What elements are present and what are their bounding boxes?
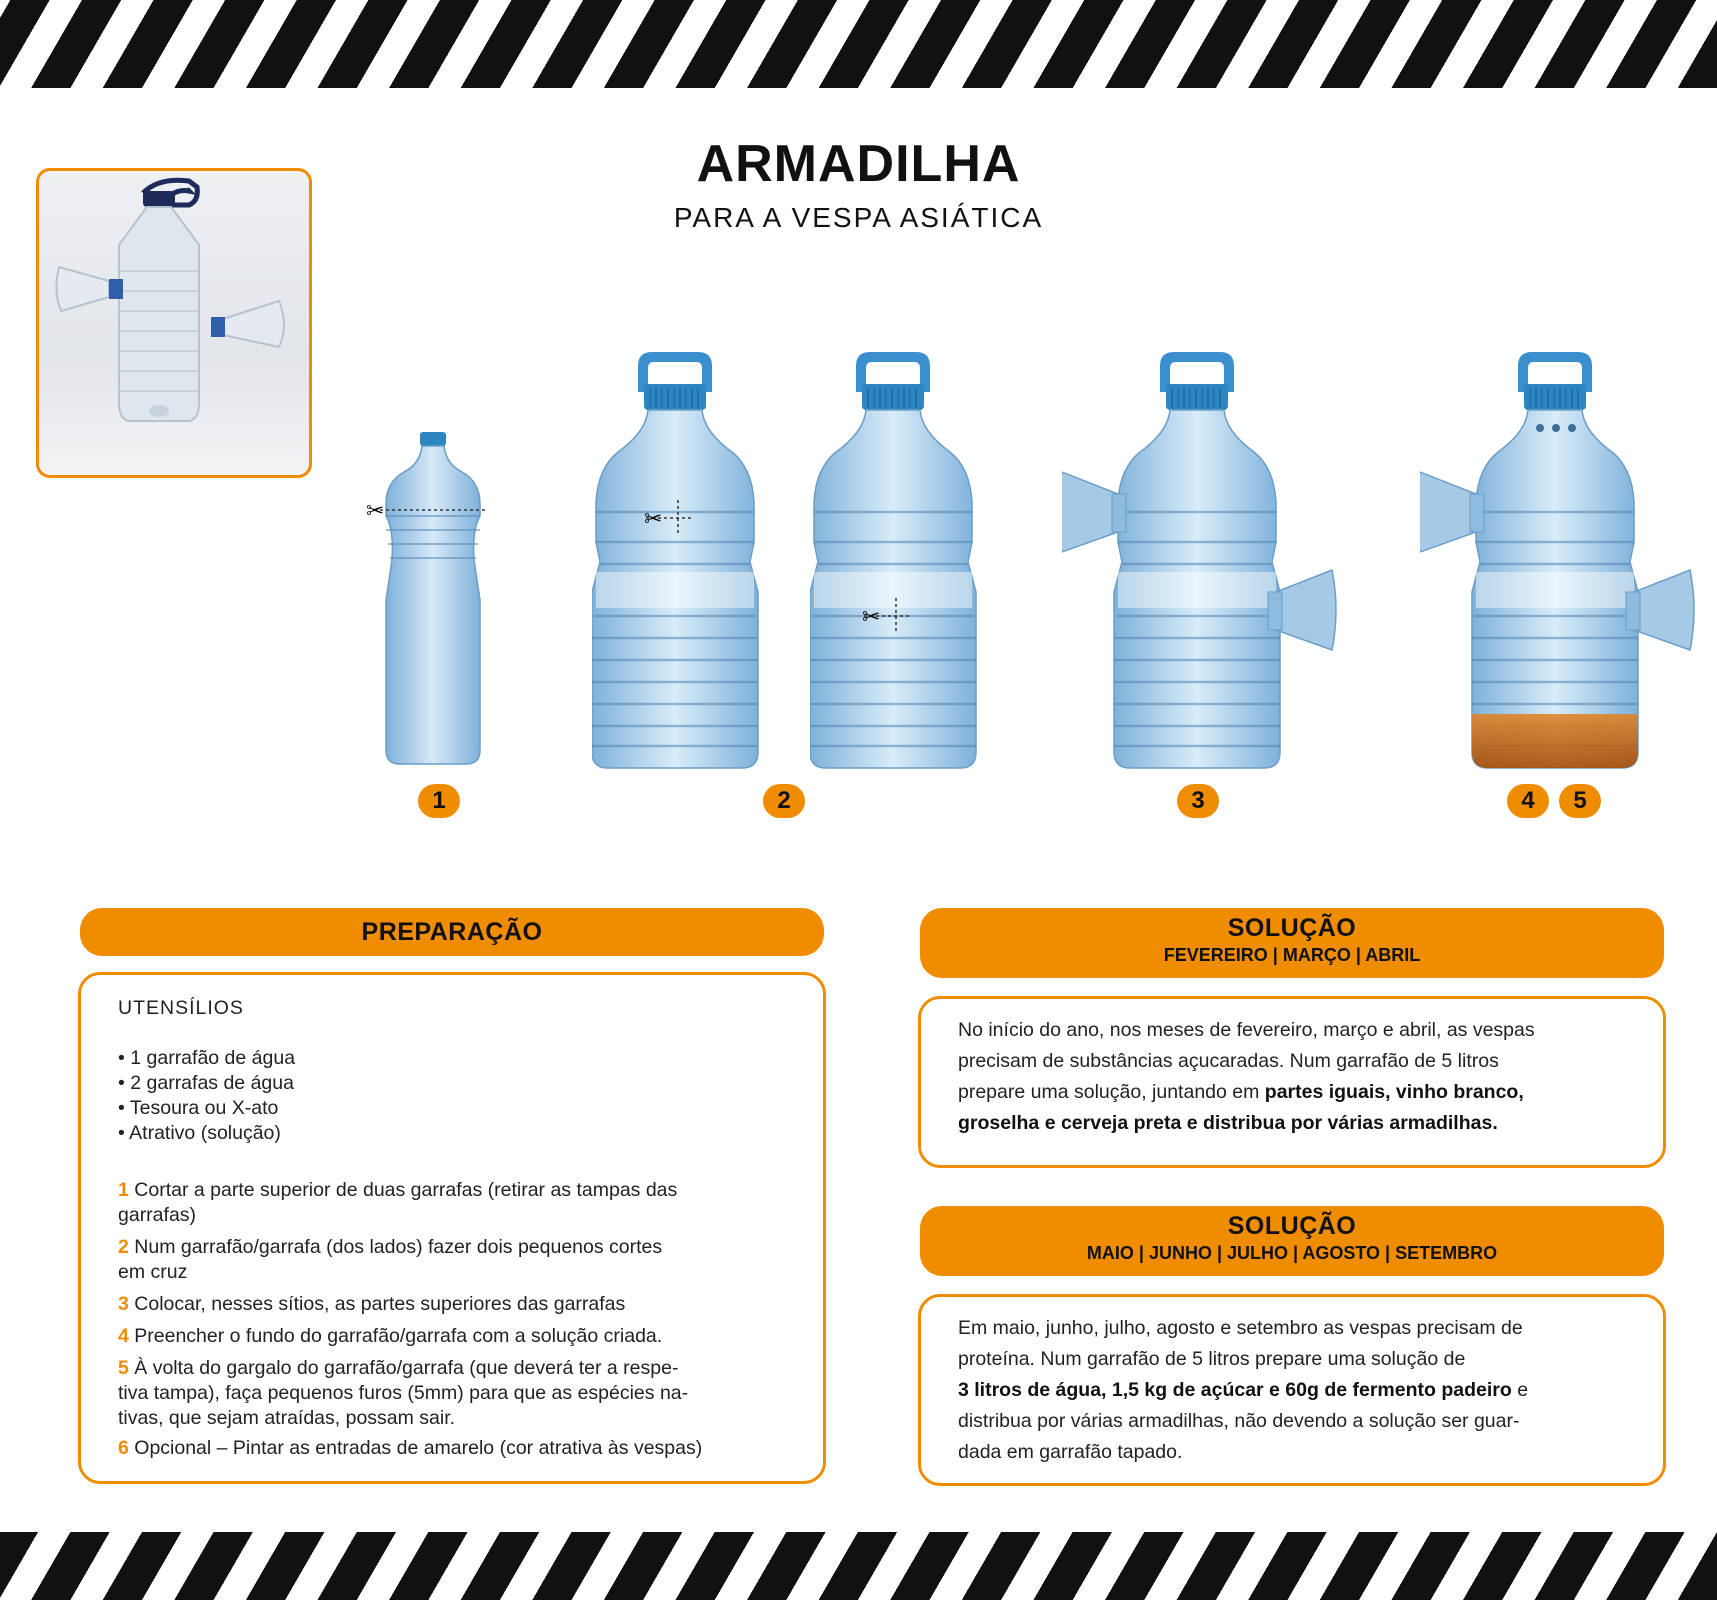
instruction-text: Preencher o fundo do garrafão/garrafa com a solução criada.	[128, 1325, 663, 1347]
utensilio-item: • Atrativo (solução)	[118, 1122, 281, 1144]
step-badge-2: 2	[763, 784, 805, 818]
instruction-text: Num garrafão/garrafa (dos lados) fazer dois pequenos cortes	[128, 1236, 663, 1258]
step-badge-4: 4	[1507, 784, 1549, 818]
solucao2-bold: 3 litros de água, 1,5 kg de açúcar e 60g de fermento padeiro	[958, 1379, 1512, 1401]
instruction-number: 6	[118, 1437, 129, 1459]
solucao2-line: distribua por várias armadilhas, não devendo a solução ser guar-	[958, 1410, 1520, 1432]
solucao2-line: e	[1511, 1379, 1529, 1401]
instruction-text: Cortar a parte superior de duas garrafas (retirar as tampas das	[128, 1179, 678, 1201]
scissors-icon: ✂	[644, 507, 663, 532]
instruction-text: tivas, que sejam atraídas, possam sair.	[118, 1407, 456, 1429]
solucao1-months: FEVEREIRO | MARÇO | ABRIL	[1163, 945, 1421, 965]
solucao2-line: proteína. Num garrafão de 5 litros prepare uma solução de	[958, 1348, 1466, 1370]
solucao1-line: prepare uma solução, juntando em	[958, 1081, 1265, 1103]
preparacao-header	[80, 908, 824, 956]
solucao1-text	[958, 1015, 1535, 1139]
solucao2-text	[958, 1313, 1528, 1468]
instruction-text: em cruz	[118, 1261, 188, 1283]
solucao1-line: No início do ano, nos meses de fevereiro, março e abril, as vespas	[958, 1019, 1535, 1041]
utensilio-item: • 1 garrafão de água	[118, 1047, 296, 1069]
solucao2-line: dada em garrafão tapado.	[958, 1441, 1183, 1463]
utensilio-item: • Tesoura ou X-ato	[118, 1097, 279, 1119]
solucao1-header	[920, 908, 1664, 978]
solution-fill	[1472, 714, 1638, 768]
instruction-text: À volta do gargalo do garrafão/garrafa (que deverá ter a respe-	[128, 1357, 679, 1379]
instruction-text: garrafas)	[118, 1204, 197, 1226]
instruction-5	[118, 1356, 688, 1431]
step2-bottle-b-illustration	[810, 352, 980, 772]
step1-bottle-illustration	[366, 420, 496, 770]
scissors-icon: ✂	[366, 499, 385, 524]
instruction-number: 2	[118, 1236, 129, 1258]
instruction-number: 5	[118, 1357, 129, 1379]
utensilios-label: UTENSÍLIOS	[118, 997, 244, 1019]
preparacao-title: PREPARAÇÃO	[361, 918, 543, 946]
instruction-number: 4	[118, 1325, 129, 1347]
trap-photo-drawing	[39, 171, 312, 478]
bottom-hazard-stripes	[0, 1532, 1717, 1600]
step-badge-3: 3	[1177, 784, 1219, 818]
instruction-text: Colocar, nesses sítios, as partes superiores das garrafas	[128, 1293, 626, 1315]
utensilio-item: • 2 garrafas de água	[118, 1072, 294, 1094]
solucao1-bold: partes iguais, vinho branco,	[1264, 1081, 1524, 1103]
instruction-6	[118, 1436, 702, 1461]
instruction-number: 1	[118, 1179, 129, 1201]
instruction-2	[118, 1235, 662, 1285]
solucao2-line: Em maio, junho, julho, agosto e setembro as vespas precisam de	[958, 1317, 1523, 1339]
step-badge-5: 5	[1559, 784, 1601, 818]
instruction-3	[118, 1292, 625, 1317]
instruction-4	[118, 1324, 662, 1349]
instruction-text: tiva tampa), faça pequenos furos (5mm) para que as espécies na-	[118, 1382, 689, 1404]
step-badge-1: 1	[418, 784, 460, 818]
solucao2-title: SOLUÇÃO	[1227, 1212, 1357, 1240]
instruction-1	[118, 1178, 677, 1228]
instruction-text: Opcional – Pintar as entradas de amarelo (cor atrativa às vespas)	[128, 1437, 703, 1459]
page-subtitle: PARA A VESPA ASIÁTICA	[673, 202, 1044, 233]
step2-bottle-a-illustration	[592, 352, 762, 772]
page-title: ARMADILHA	[696, 135, 1021, 193]
solucao1-line: precisam de substâncias açucaradas. Num garrafão de 5 litros	[958, 1050, 1499, 1072]
trap-photo	[36, 168, 312, 478]
solucao2-months: MAIO | JUNHO | JULHO | AGOSTO | SETEMBRO	[1086, 1243, 1498, 1263]
instruction-number: 3	[118, 1293, 129, 1315]
scissors-icon: ✂	[862, 605, 881, 630]
step45-bottle-illustration	[1420, 352, 1700, 772]
step3-bottle-illustration	[1062, 352, 1342, 772]
solucao1-title: SOLUÇÃO	[1227, 914, 1357, 942]
solucao1-bold: groselha e cerveja preta e distribua por várias armadilhas.	[958, 1112, 1498, 1134]
top-hazard-stripes	[0, 0, 1717, 88]
solucao2-header	[920, 1206, 1664, 1276]
